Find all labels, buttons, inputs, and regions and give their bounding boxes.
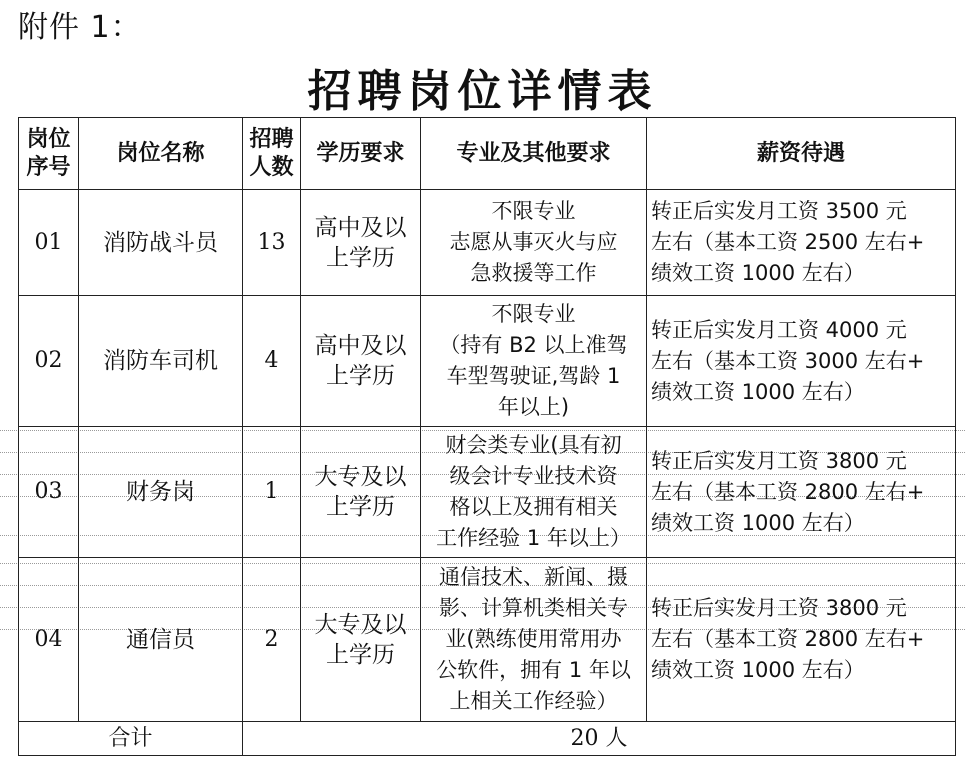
- header-salary: 薪资待遇: [647, 118, 956, 190]
- total-row: [19, 722, 956, 756]
- header-name: 岗位名称: [79, 118, 243, 190]
- cell-name: 财务岗: [79, 427, 243, 558]
- cell-salary: 转正后实发月工资 4000 元 左右（基本工资 3000 左右+ 绩效工资 1000 左右）: [647, 296, 956, 427]
- table-row: [19, 427, 956, 558]
- table-row: [19, 296, 956, 427]
- cell-seq: 02: [19, 296, 79, 427]
- header-education: 学历要求: [301, 118, 421, 190]
- header-count: 招聘 人数: [243, 118, 301, 190]
- cell-education: 高中及以 上学历: [301, 296, 421, 427]
- cell-salary: 转正后实发月工资 3800 元 左右（基本工资 2800 左右+ 绩效工资 1000 左右）: [647, 427, 956, 558]
- cell-salary: 转正后实发月工资 3500 元 左右（基本工资 2500 左右+ 绩效工资 1000 左右）: [647, 190, 956, 296]
- page-title: 招聘岗位详情表: [307, 66, 658, 117]
- header-requirements: 专业及其他要求: [421, 118, 647, 190]
- cell-education: 高中及以 上学历: [301, 190, 421, 296]
- cell-requirements: 通信技术、新闻、摄 影、计算机类相关专 业(熟练使用常用办 公软件，拥有 1 年以 上相关工作经验）: [421, 558, 647, 722]
- header-seq: 岗位 序号: [19, 118, 79, 190]
- cell-requirements: 财会类专业(具有初 级会计专业技术资 格以上及拥有相关 工作经验 1 年以上）: [421, 427, 647, 558]
- attachment-label: 附件 1：: [18, 10, 142, 45]
- cell-salary: 转正后实发月工资 3800 元 左右（基本工资 2800 左右+ 绩效工资 1000 左右）: [647, 558, 956, 722]
- cell-seq: 01: [19, 190, 79, 296]
- cell-count: 1: [243, 427, 301, 558]
- cell-seq: 04: [19, 558, 79, 722]
- cell-name: 消防战斗员: [79, 190, 243, 296]
- cell-count: 13: [243, 190, 301, 296]
- table-row: [19, 190, 956, 296]
- cell-count: 2: [243, 558, 301, 722]
- total-label: 合计: [19, 722, 243, 756]
- cell-requirements: 不限专业 （持有 B2 以上准驾 车型驾驶证,驾龄 1 年以上): [421, 296, 647, 427]
- cell-education: 大专及以 上学历: [301, 558, 421, 722]
- cell-name: 消防车司机: [79, 296, 243, 427]
- cell-count: 4: [243, 296, 301, 427]
- table-header-row: [19, 118, 956, 190]
- table-row: [19, 558, 956, 722]
- total-value: 20 人: [243, 722, 956, 756]
- cell-name: 通信员: [79, 558, 243, 722]
- cell-education: 大专及以 上学历: [301, 427, 421, 558]
- recruitment-table: [18, 117, 956, 756]
- cell-requirements: 不限专业 志愿从事灭火与应 急救援等工作: [421, 190, 647, 296]
- cell-seq: 03: [19, 427, 79, 558]
